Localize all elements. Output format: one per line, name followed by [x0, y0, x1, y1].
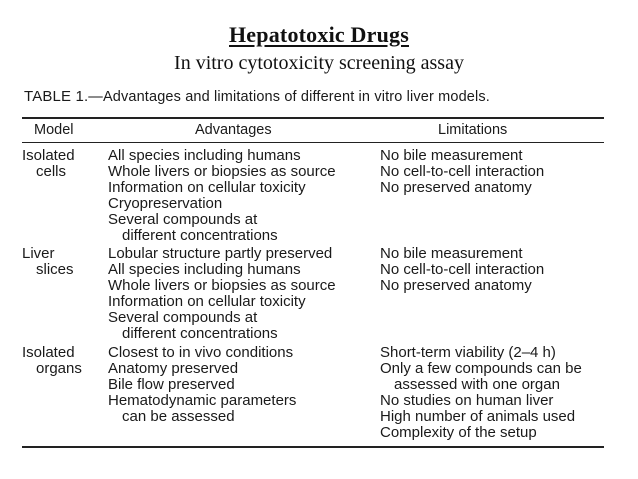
- advantage-item: Information on cellular toxicity: [108, 179, 306, 197]
- advantage-item: different concentrations: [122, 227, 278, 245]
- advantage-item: All species including humans: [108, 147, 301, 164]
- page-subtitle: In vitro cytotoxicity screening assay: [174, 52, 464, 74]
- model-line: cells: [36, 163, 67, 181]
- advantage-item: can be assessed: [122, 408, 235, 426]
- table-bottom-rule: [22, 446, 604, 448]
- advantage-item: Lobular structure partly preserved: [108, 245, 333, 262]
- page-title: Hepatotoxic Drugs: [229, 22, 409, 47]
- model-line: organs: [36, 360, 82, 378]
- model-line: Liver: [22, 245, 55, 262]
- advantage-item: Bile flow preserved: [108, 376, 235, 394]
- advantage-item: Cryopreservation: [108, 195, 223, 213]
- advantage-item: Hematodynamic parameters: [108, 392, 297, 410]
- row-isolated-cells-limitations: [380, 148, 544, 196]
- row-liver-slices-model: [22, 246, 74, 278]
- model-line: Isolated: [22, 147, 75, 164]
- row-liver-slices-limitations: [380, 246, 544, 294]
- limitation-item: No bile measurement: [380, 147, 523, 164]
- column-header-model: Model: [34, 122, 74, 138]
- advantage-item: Closest to in vivo conditions: [108, 344, 294, 361]
- model-line: Isolated: [22, 344, 75, 361]
- advantage-item: Several compounds at: [108, 211, 258, 229]
- advantage-item: Anatomy preserved: [108, 360, 239, 378]
- limitation-item: assessed with one organ: [394, 376, 560, 394]
- limitation-item: Only a few compounds can be: [380, 360, 582, 378]
- advantage-item: All species including humans: [108, 261, 301, 279]
- column-header-limitations: Limitations: [438, 122, 508, 138]
- table-caption-text: —Advantages and limitations of different in vitro liver models.: [88, 89, 490, 105]
- table-caption: [24, 88, 490, 105]
- limitation-item: High number of animals used: [380, 408, 576, 426]
- advantage-item: Several compounds at: [108, 309, 258, 327]
- advantage-item: different concentrations: [122, 325, 278, 343]
- table-top-rule: [22, 117, 604, 119]
- row-isolated-organs-advantages: [108, 345, 296, 425]
- row-liver-slices-advantages: [108, 246, 336, 343]
- advantage-item: Whole livers or biopsies as source: [108, 277, 336, 295]
- limitation-item: No preserved anatomy: [380, 179, 532, 197]
- limitation-item: No studies on human liver: [380, 392, 554, 410]
- limitation-item: Short-term viability (2–4 h): [380, 344, 556, 361]
- advantage-item: Whole livers or biopsies as source: [108, 163, 336, 181]
- row-isolated-cells-model: [22, 148, 75, 180]
- row-isolated-organs-model: [22, 345, 82, 377]
- limitation-item: No preserved anatomy: [380, 277, 532, 295]
- row-isolated-cells-advantages: [108, 148, 336, 245]
- column-header-advantages: Advantages: [195, 122, 272, 138]
- row-isolated-organs-limitations: [380, 345, 582, 442]
- advantage-item: Information on cellular toxicity: [108, 293, 306, 311]
- table-header-rule: [22, 142, 604, 143]
- limitation-item: No cell-to-cell interaction: [380, 261, 545, 279]
- limitation-item: No cell-to-cell interaction: [380, 163, 545, 181]
- limitation-item: No bile measurement: [380, 245, 523, 262]
- table-caption-label: TABLE 1.: [24, 88, 89, 105]
- model-line: slices: [36, 261, 74, 279]
- limitation-item: Complexity of the setup: [380, 424, 537, 442]
